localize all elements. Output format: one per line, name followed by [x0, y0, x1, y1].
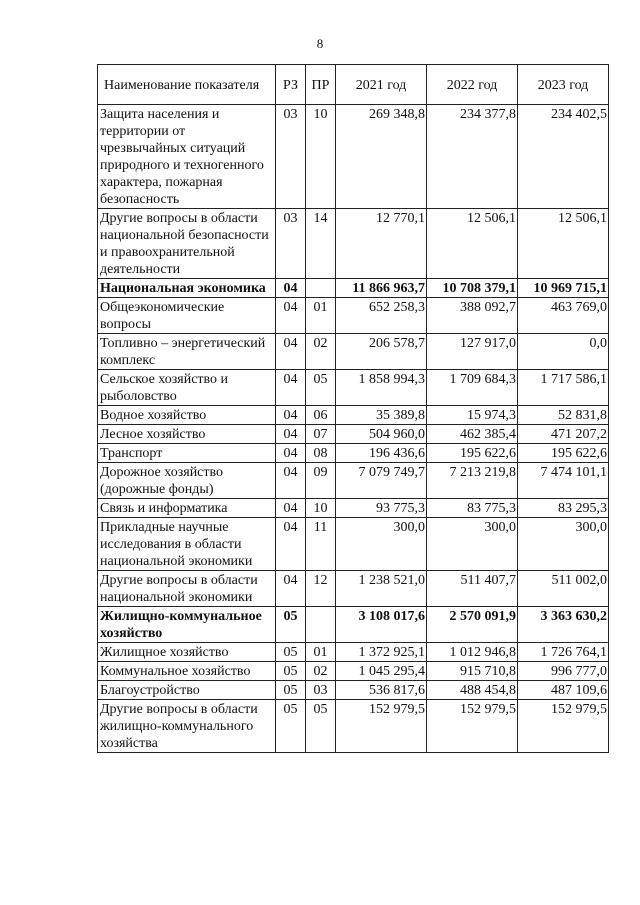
row-2021: 3 108 017,6: [336, 607, 427, 643]
row-2022: 488 454,8: [427, 681, 518, 700]
row-rz: 03: [276, 105, 306, 209]
page-number: 8: [316, 36, 324, 51]
row-2021: 93 775,3: [336, 499, 427, 518]
row-2022: 7 213 219,8: [427, 463, 518, 499]
row-pr: 01: [306, 643, 336, 662]
row-2023: 0,0: [518, 334, 609, 370]
row-2023: 195 622,6: [518, 444, 609, 463]
row-2022: 1 012 946,8: [427, 643, 518, 662]
row-2021: 196 436,6: [336, 444, 427, 463]
table-row: [98, 406, 609, 425]
row-2022: 300,0: [427, 518, 518, 571]
row-2021: 504 960,0: [336, 425, 427, 444]
row-2022: 1 709 684,3: [427, 370, 518, 406]
budget-table: [97, 64, 609, 753]
table-body: [98, 105, 609, 753]
row-2021: 152 979,5: [336, 700, 427, 753]
row-2023: 1 717 586,1: [518, 370, 609, 406]
row-rz: 04: [276, 499, 306, 518]
row-2023: 7 474 101,1: [518, 463, 609, 499]
row-2022: 511 407,7: [427, 571, 518, 607]
table-row: [98, 607, 609, 643]
table-row: [98, 643, 609, 662]
row-pr: 09: [306, 463, 336, 499]
row-rz: 05: [276, 607, 306, 643]
table-row: [98, 425, 609, 444]
row-2023: 487 109,6: [518, 681, 609, 700]
header-2022: 2022 год: [427, 65, 518, 105]
row-2022: 195 622,6: [427, 444, 518, 463]
row-pr: 11: [306, 518, 336, 571]
row-2022: 2 570 091,9: [427, 607, 518, 643]
row-2021: 1 372 925,1: [336, 643, 427, 662]
row-2022: 10 708 379,1: [427, 279, 518, 298]
row-rz: 05: [276, 643, 306, 662]
row-rz: 05: [276, 700, 306, 753]
header-rz: РЗ: [276, 65, 306, 105]
row-2021: 300,0: [336, 518, 427, 571]
row-2021: 1 858 994,3: [336, 370, 427, 406]
row-rz: 04: [276, 425, 306, 444]
row-2022: 127 917,0: [427, 334, 518, 370]
row-name: Топливно – энергетический комплекс: [98, 334, 276, 370]
row-2021: 11 866 963,7: [336, 279, 427, 298]
row-2023: 10 969 715,1: [518, 279, 609, 298]
row-name: Лесное хозяйство: [98, 425, 276, 444]
row-2023: 12 506,1: [518, 209, 609, 279]
row-2023: 83 295,3: [518, 499, 609, 518]
row-pr: [306, 607, 336, 643]
row-name: Общеэкономические вопросы: [98, 298, 276, 334]
row-pr: 06: [306, 406, 336, 425]
table-row: [98, 463, 609, 499]
row-2021: 1 238 521,0: [336, 571, 427, 607]
row-2021: 536 817,6: [336, 681, 427, 700]
table-row: [98, 662, 609, 681]
row-2021: 652 258,3: [336, 298, 427, 334]
row-2023: 471 207,2: [518, 425, 609, 444]
row-name: Жилищно-коммунальное хозяйство: [98, 607, 276, 643]
row-name: Связь и информатика: [98, 499, 276, 518]
row-rz: 04: [276, 463, 306, 499]
row-2023: 3 363 630,2: [518, 607, 609, 643]
row-pr: 07: [306, 425, 336, 444]
header-name: Наименование показателя: [98, 65, 276, 105]
row-pr: 05: [306, 370, 336, 406]
row-pr: 10: [306, 105, 336, 209]
row-pr: [306, 279, 336, 298]
row-2022: 388 092,7: [427, 298, 518, 334]
row-rz: 03: [276, 209, 306, 279]
row-2021: 35 389,8: [336, 406, 427, 425]
row-2021: 269 348,8: [336, 105, 427, 209]
row-pr: 02: [306, 334, 336, 370]
row-pr: 08: [306, 444, 336, 463]
row-2022: 915 710,8: [427, 662, 518, 681]
row-rz: 04: [276, 444, 306, 463]
row-pr: 01: [306, 298, 336, 334]
row-2023: 300,0: [518, 518, 609, 571]
row-name: Жилищное хозяйство: [98, 643, 276, 662]
row-pr: 10: [306, 499, 336, 518]
row-2023: 234 402,5: [518, 105, 609, 209]
row-2023: 463 769,0: [518, 298, 609, 334]
row-2022: 12 506,1: [427, 209, 518, 279]
row-name: Дорожное хозяйство (дорожные фонды): [98, 463, 276, 499]
row-2023: 152 979,5: [518, 700, 609, 753]
row-2023: 996 777,0: [518, 662, 609, 681]
row-name: Транспорт: [98, 444, 276, 463]
table-row: [98, 518, 609, 571]
table-row: [98, 279, 609, 298]
row-name: Прикладные научные исследования в области национальной экономики: [98, 518, 276, 571]
row-name: Сельское хозяйство и рыболовство: [98, 370, 276, 406]
table-row: [98, 370, 609, 406]
row-name: Другие вопросы в области национальной безопасности и правоохранительной деятельности: [98, 209, 276, 279]
row-name: Защита населения и территории от чрезвычайных ситуаций природного и техногенного характера, пожарная безопасность: [98, 105, 276, 209]
row-pr: 05: [306, 700, 336, 753]
row-name: Другие вопросы в области жилищно-коммунального хозяйства: [98, 700, 276, 753]
row-2021: 206 578,7: [336, 334, 427, 370]
table-row: [98, 105, 609, 209]
row-pr: 14: [306, 209, 336, 279]
row-2022: 15 974,3: [427, 406, 518, 425]
row-2021: 7 079 749,7: [336, 463, 427, 499]
table-row: [98, 298, 609, 334]
row-2023: 52 831,8: [518, 406, 609, 425]
row-pr: 12: [306, 571, 336, 607]
row-rz: 04: [276, 518, 306, 571]
row-pr: 03: [306, 681, 336, 700]
row-name: Коммунальное хозяйство: [98, 662, 276, 681]
row-name: Водное хозяйство: [98, 406, 276, 425]
header-2023: 2023 год: [518, 65, 609, 105]
row-2022: 83 775,3: [427, 499, 518, 518]
row-2022: 462 385,4: [427, 425, 518, 444]
table-row: [98, 444, 609, 463]
row-2023: 1 726 764,1: [518, 643, 609, 662]
table-row: [98, 700, 609, 753]
header-2021: 2021 год: [336, 65, 427, 105]
table-row: [98, 209, 609, 279]
row-2022: 234 377,8: [427, 105, 518, 209]
row-rz: 05: [276, 681, 306, 700]
row-2022: 152 979,5: [427, 700, 518, 753]
row-2021: 12 770,1: [336, 209, 427, 279]
table-row: [98, 571, 609, 607]
row-rz: 04: [276, 279, 306, 298]
header-pr: ПР: [306, 65, 336, 105]
row-rz: 04: [276, 571, 306, 607]
table-row: [98, 334, 609, 370]
table-row: [98, 499, 609, 518]
row-rz: 05: [276, 662, 306, 681]
row-2021: 1 045 295,4: [336, 662, 427, 681]
row-name: Другие вопросы в области национальной экономики: [98, 571, 276, 607]
row-name: Национальная экономика: [98, 279, 276, 298]
row-rz: 04: [276, 334, 306, 370]
row-rz: 04: [276, 298, 306, 334]
row-rz: 04: [276, 370, 306, 406]
row-name: Благоустройство: [98, 681, 276, 700]
table-row: [98, 681, 609, 700]
table-header-row: [98, 65, 609, 105]
row-pr: 02: [306, 662, 336, 681]
row-rz: 04: [276, 406, 306, 425]
row-2023: 511 002,0: [518, 571, 609, 607]
